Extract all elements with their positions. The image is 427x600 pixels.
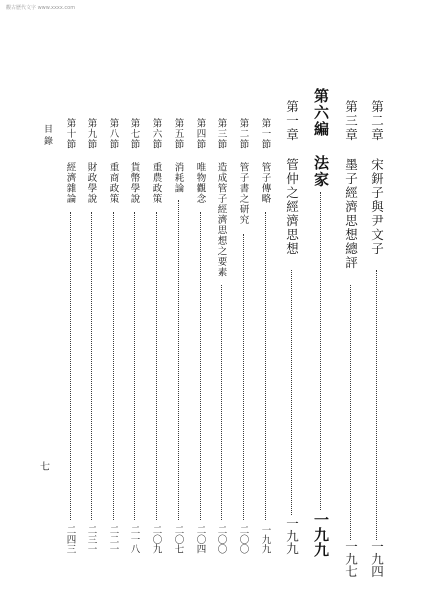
watermark: 觀古歷代文字 www.xxxx.com [6, 5, 76, 11]
toc-section-4-leader [200, 212, 201, 520]
toc-section-5-label: 第五節 [172, 118, 184, 150]
toc-part-6-leader [320, 192, 321, 510]
toc-chapter-3-title: 墨子經濟思想總評 [343, 158, 359, 270]
toc-section-9-leader [91, 212, 92, 520]
toc-section-2-page: 二〇〇 [237, 525, 249, 554]
toc-section-6-title: 重農政策 [150, 162, 162, 204]
toc-part-6-label: 第六編 [312, 88, 330, 138]
toc-section-2-title: 管子書之研究 [237, 162, 249, 225]
page-folio: 七 [40, 462, 50, 473]
toc-chapter-2-page: 一九四 [369, 540, 385, 578]
running-header-title: 目錄 [42, 124, 52, 148]
toc-section-6-leader [156, 212, 157, 520]
toc-chapter-3-leader [350, 285, 351, 540]
toc-chapter-2-label: 第二章 [369, 100, 385, 142]
toc-section-1-title: 管子傳略 [259, 162, 271, 204]
toc-section-7-page: 二一八 [128, 525, 140, 554]
toc-section-10-page: 二四三 [64, 525, 76, 554]
toc-chapter-1-title: 管仲之經濟思想 [284, 158, 300, 256]
toc-section-1-label: 第一節 [259, 118, 271, 150]
toc-chapter-1-leader [291, 270, 292, 515]
toc-section-7-title: 貨幣學說 [128, 162, 140, 204]
toc-section-7-leader [134, 212, 135, 520]
toc-section-3-label: 第三節 [215, 118, 227, 150]
toc-chapter-3-label: 第三章 [343, 100, 359, 142]
toc-section-2-leader [243, 234, 244, 520]
toc-section-10-leader [70, 212, 71, 520]
toc-section-9-page: 二三一 [85, 525, 97, 554]
toc-section-3-title: 造成管子經濟思想之要素 [215, 162, 227, 278]
toc-section-9-label: 第九節 [85, 118, 97, 150]
toc-section-2-label: 第二節 [237, 118, 249, 150]
toc-section-10-label: 第十節 [64, 118, 76, 150]
toc-part-6-title: 法家 [312, 155, 330, 188]
toc-section-6-page: 二〇九 [150, 525, 162, 554]
toc-chapter-3-page: 一九七 [343, 540, 359, 578]
toc-section-10-title: 經濟雜論 [64, 162, 76, 204]
toc-section-5-page: 二〇七 [172, 525, 184, 554]
toc-section-4-title: 唯物觀念 [194, 162, 206, 204]
toc-section-7-label: 第七節 [128, 118, 140, 150]
toc-section-8-label: 第八節 [107, 118, 119, 150]
toc-chapter-2-title: 宋鈃子與尹文子 [369, 158, 385, 256]
toc-section-9-title: 財政學說 [85, 162, 97, 204]
toc-chapter-1-label: 第一章 [284, 100, 300, 142]
toc-section-8-leader [113, 212, 114, 520]
toc-section-3-leader [221, 285, 222, 520]
toc-section-5-leader [178, 200, 179, 520]
toc-section-3-page: 二〇〇 [215, 525, 227, 554]
toc-section-8-page: 二二一 [107, 525, 119, 554]
toc-section-1-leader [265, 212, 266, 520]
toc-part-6-page: 一九九 [312, 512, 330, 557]
toc-section-4-label: 第四節 [194, 118, 206, 150]
toc-section-6-label: 第六節 [150, 118, 162, 150]
toc-section-8-title: 重商政策 [107, 162, 119, 204]
toc-chapter-2-leader [376, 270, 377, 540]
toc-section-5-title: 消耗論 [172, 162, 184, 194]
toc-section-1-page: 一九九 [259, 525, 271, 554]
toc-section-4-page: 二〇四 [194, 525, 206, 554]
toc-chapter-1-page: 一九九 [284, 517, 300, 555]
